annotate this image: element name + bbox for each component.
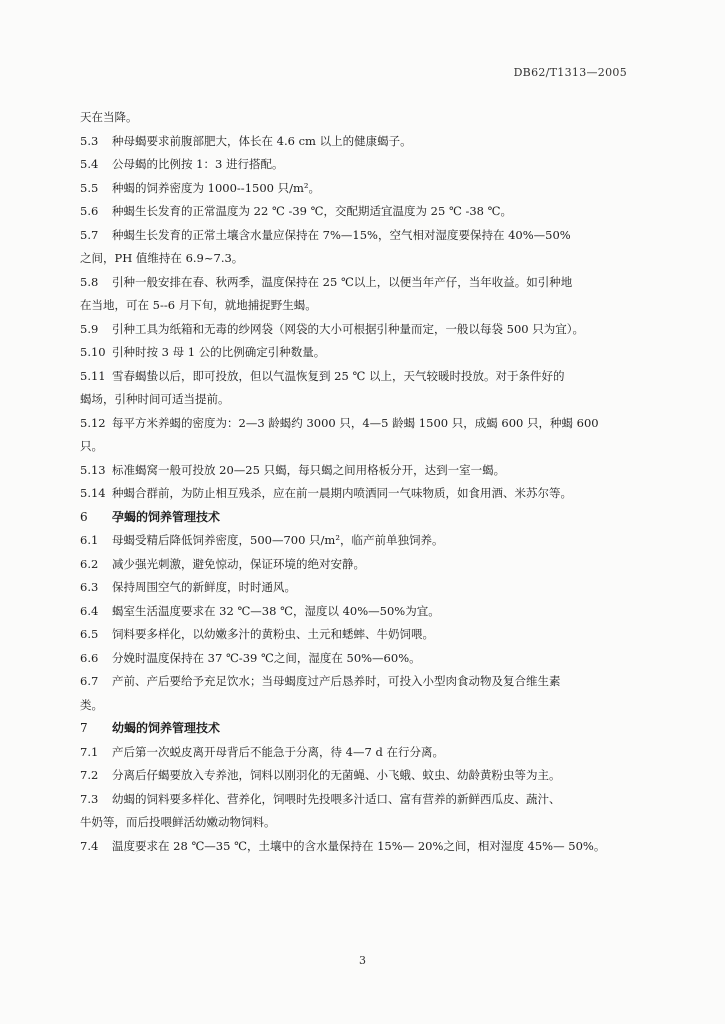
clause-text: 种蝎生长发育的正常温度为 22 ℃ -39 ℃，交配期适宜温度为 25 ℃ -38 ℃。 [112, 204, 513, 218]
clause-line [80, 623, 628, 647]
clause-line [80, 459, 628, 483]
clause-line [80, 271, 628, 295]
clause-line [80, 741, 628, 765]
continuation-line [80, 694, 628, 718]
clause-number: 5.6 [80, 204, 99, 218]
clause-line [80, 600, 628, 624]
clause-line [80, 670, 628, 694]
clause-number: 5.12 [80, 415, 106, 430]
clause-number: 7.2 [80, 768, 99, 782]
clause-line [80, 177, 628, 201]
clause-text: 引种一般安排在春、秋两季，温度保持在 25 ℃以上，以便当年产仔，当年收益。如引种地 [112, 274, 573, 289]
clause-number: 6.1 [80, 533, 99, 547]
clause-number: 5.14 [80, 486, 106, 500]
clause-line [80, 318, 628, 342]
clause-text: 种蝎生长发育的正常土壤含水量应保持在 7%—15%，空气相对湿度要保持在 40%—50% [112, 227, 571, 242]
clause-line [80, 130, 628, 154]
section-number: 6 [80, 509, 88, 524]
continuation-line [80, 388, 628, 412]
clause-line [80, 341, 628, 365]
clause-line [80, 482, 628, 506]
clause-line [80, 365, 628, 389]
clause-line [80, 553, 628, 577]
clause-text: 种母蝎要求前腹部肥大，体长在 4.6 cm 以上的健康蝎子。 [112, 133, 412, 148]
clause-number: 6.6 [80, 650, 99, 665]
clause-line [80, 200, 628, 224]
clause-number: 6.7 [80, 674, 99, 688]
clause-text: 类。 [80, 697, 103, 712]
clause-text: 之间，PH 值维持在 6.9~7.3。 [80, 251, 244, 265]
section-heading [80, 506, 628, 530]
continuation-line [80, 247, 628, 271]
clause-text: 分娩时温度保持在 37 ℃-39 ℃之间，湿度在 50%—60%。 [112, 650, 421, 665]
page-number: 3 [359, 954, 366, 967]
clause-number: 6.3 [80, 580, 99, 594]
clause-text: 蝎场，引种时间可适当提前。 [80, 392, 230, 406]
clause-text: 幼蝎的饲料要多样化、营养化，饲喂时先投喂多汁适口、富有营养的新鲜西瓜皮、蔬汁、 [112, 791, 561, 806]
clause-line [80, 764, 628, 788]
clause-text: 在当地，可在 5--6 月下旬，就地捕捉野生蝎。 [80, 298, 317, 312]
clause-number: 6.4 [80, 603, 99, 618]
document-body [80, 106, 628, 858]
clause-text: 公母蝎的比例按 1：3 进行搭配。 [112, 157, 284, 171]
clause-line [80, 835, 628, 859]
clause-text: 温度要求在 28 ℃—35 ℃，土壤中的含水量保持在 15%— 20%之间，相对湿度 45%— 50%。 [112, 838, 606, 853]
clause-line [80, 153, 628, 177]
clause-text: 牛奶等，而后投喂鲜活幼嫩动物饲料。 [80, 815, 276, 829]
clause-text: 母蝎受精后降低饲养密度，500—700 只/m²，临产前单独饲养。 [112, 533, 444, 547]
clause-number: 6.5 [80, 627, 99, 641]
clause-number: 5.7 [80, 227, 99, 242]
continuation-line [80, 811, 628, 835]
clause-number: 5.5 [80, 180, 99, 195]
clause-text: 分离后仔蝎要放入专养池，饲料以刚羽化的无菌蝇、小飞蛾、蚊虫、幼龄黄粉虫等为主。 [112, 768, 561, 782]
clause-text: 天在当降。 [80, 110, 138, 124]
clause-number: 7.3 [80, 791, 99, 806]
clause-text: 每平方米养蝎的密度为：2—3 龄蝎约 3000 只，4—5 龄蝎 1500 只，成蝎 600 只，种蝎 600 [112, 415, 599, 430]
clause-text: 减少强光刺激，避免惊动，保证环境的绝对安静。 [112, 556, 365, 571]
clause-number: 5.10 [80, 345, 106, 359]
clause-number: 7.1 [80, 744, 99, 759]
clause-number: 5.8 [80, 274, 99, 289]
clause-number: 5.3 [80, 133, 99, 148]
clause-number: 7.4 [80, 838, 99, 853]
clause-line [80, 529, 628, 553]
clause-number: 6.2 [80, 556, 99, 571]
section-title: 幼蝎的饲养管理技术 [112, 721, 221, 735]
clause-line [80, 576, 628, 600]
clause-text: 饲料要多样化，以幼嫩多汁的黄粉虫、土元和蟋蟀、牛奶饲喂。 [112, 627, 434, 641]
continuation-line [80, 106, 628, 130]
clause-text: 标准蝎窝一般可投放 20—25 只蝎，每只蝎之间用格板分开，达到一室一蝎。 [112, 462, 506, 477]
clause-number: 5.4 [80, 157, 99, 171]
clause-number: 5.11 [80, 368, 106, 383]
clause-line [80, 224, 628, 248]
clause-text: 保持周围空气的新鲜度，时时通风。 [112, 580, 296, 594]
clause-text: 引种工具为纸箱和无毒的纱网袋（网袋的大小可根据引种量而定，一般以每袋 500 只为宜）。 [112, 321, 585, 336]
clause-text: 只。 [80, 439, 103, 453]
continuation-line [80, 294, 628, 318]
clause-line [80, 788, 628, 812]
clause-text: 引种时按 3 母 1 公的比例确定引种数量。 [112, 345, 326, 359]
clause-text: 产前、产后要给予充足饮水；当母蝎度过产后恳养时，可投入小型肉食动物及复合维生素 [112, 674, 561, 688]
clause-line [80, 647, 628, 671]
clause-text: 种蝎的饲养密度为 1000--1500 只/m²。 [112, 180, 321, 195]
clause-text: 雪春蝎蛰以后，即可投放，但以气温恢复到 25 ℃ 以上，天气较暖时投放。对于条件好的 [112, 368, 565, 383]
continuation-line [80, 435, 628, 459]
clause-text: 蝎室生活温度要求在 32 ℃—38 ℃，湿度以 40%—50%为宜。 [112, 603, 440, 618]
clause-number: 5.13 [80, 462, 106, 477]
section-title: 孕蝎的饲养管理技术 [112, 509, 221, 524]
section-heading [80, 717, 628, 741]
clause-number: 5.9 [80, 321, 99, 336]
clause-text: 产后第一次蜕皮离开母背后不能急于分离，待 4—7 d 在行分离。 [112, 744, 444, 759]
section-number: 7 [80, 721, 88, 735]
clause-text: 种蝎合群前，为防止相互残杀，应在前一晨期内喷洒同一气味物质，如食用酒、米苏尔等。 [112, 486, 572, 500]
clause-line [80, 412, 628, 436]
document-code: DB62/T1313—2005 [513, 66, 627, 79]
